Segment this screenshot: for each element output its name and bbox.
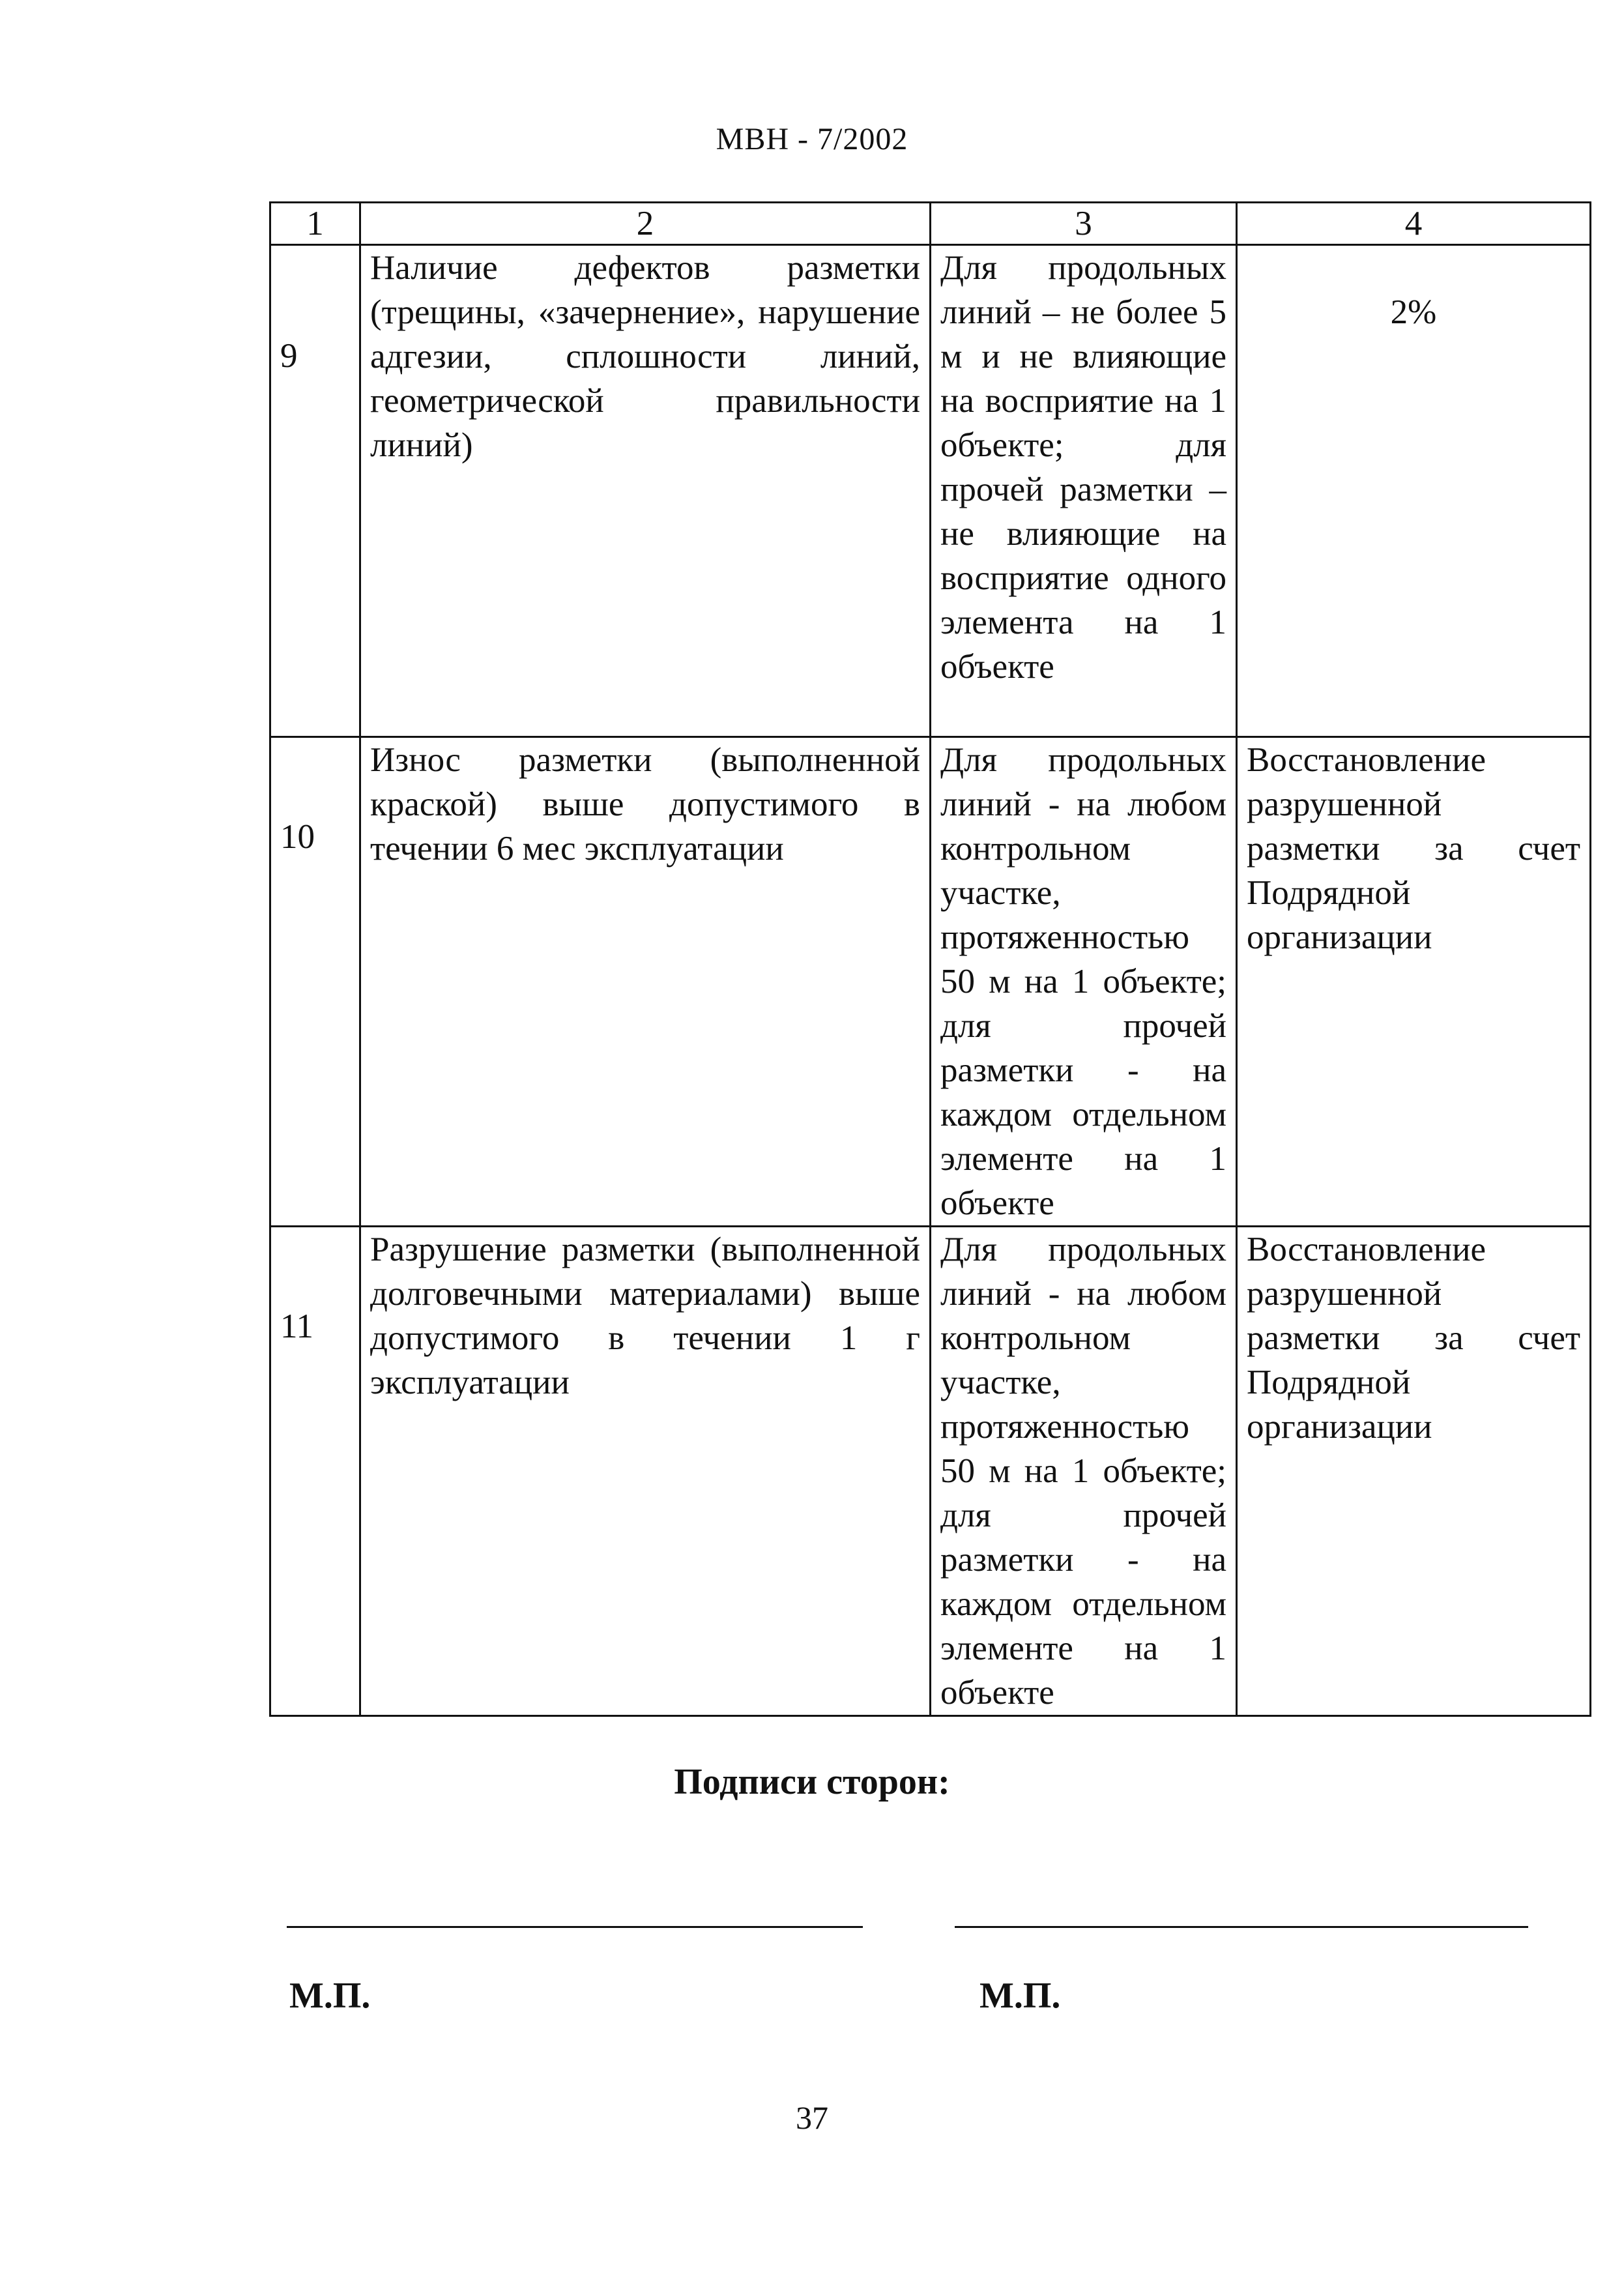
document-code: МВН - 7/2002	[716, 122, 908, 156]
row-number: 11	[280, 1307, 314, 1345]
column-header-1: 1	[270, 203, 360, 245]
column-header-3: 3	[931, 203, 1237, 245]
column-header-4: 4	[1237, 203, 1591, 245]
row-number: 9	[280, 337, 298, 375]
table-row-9	[270, 245, 1591, 737]
right-signature-line	[955, 1926, 1528, 1928]
table-row-10	[270, 737, 1591, 1227]
tolerance-cell: Для продольных линий - на любом контрольном участке, протяженностью 50 м на 1 объекте; для прочей разметки - на каждом отдельном элементе на 1 объекте	[931, 737, 1237, 1227]
measure-cell: Восстановление разрушенной разметки за счет Подрядной организации	[1237, 1227, 1591, 1716]
table-header-row	[270, 203, 1591, 245]
column-header-2: 2	[360, 203, 931, 245]
measure-cell	[1237, 245, 1591, 737]
right-seal-label: М.П.	[979, 1976, 1061, 2016]
measure-value: 2%	[1390, 293, 1437, 331]
row-number: 10	[280, 818, 315, 856]
defects-table	[269, 201, 1591, 1717]
left-signature-line	[287, 1926, 863, 1928]
table-row-11	[270, 1227, 1591, 1716]
defect-description-cell: Разрушение разметки (выполненной долговечными материалами) выше допустимого в течении 1 г эксплуатации	[360, 1227, 931, 1716]
left-seal-label: М.П.	[289, 1976, 371, 2016]
tolerance-cell: Для продольных линий - на любом контрольном участке, протяженностью 50 м на 1 объекте; для прочей разметки - на каждом отдельном элементе на 1 объекте	[931, 1227, 1237, 1716]
page-number: 37	[796, 2099, 828, 2136]
defect-description-cell: Наличие дефектов разметки (трещины, «зачернение», нарушение адгезии, сплошности линий, геометрической правильности линий)	[360, 245, 931, 737]
signatures-title: Подписи сторон:	[674, 1762, 950, 1802]
row-number-cell	[270, 245, 360, 737]
measure-cell: Восстановление разрушенной разметки за счет Подрядной организации	[1237, 737, 1591, 1227]
row-number-cell	[270, 737, 360, 1227]
defect-description-cell: Износ разметки (выполненной краской) выше допустимого в течении 6 мес эксплуатации	[360, 737, 931, 1227]
row-number-cell	[270, 1227, 360, 1716]
tolerance-cell: Для продольных линий – не более 5 м и не влияющие на восприятие на 1 объекте; для прочей разметки – не влияющие на восприятие одного элемента на 1 объекте	[931, 245, 1237, 737]
